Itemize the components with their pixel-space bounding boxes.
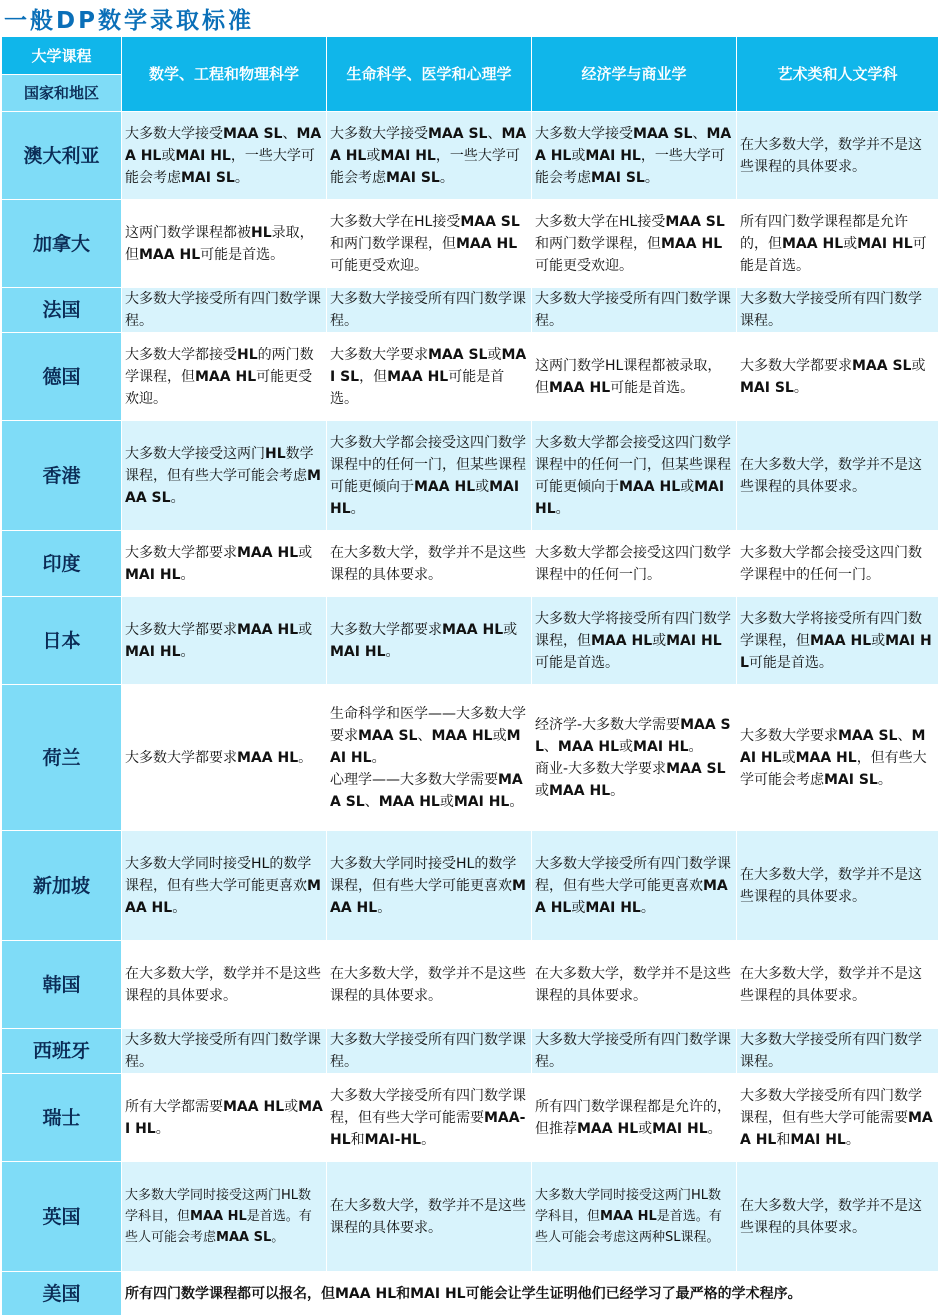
country-label: 美国 bbox=[2, 1272, 122, 1316]
table-cell: 在大多数大学，数学并不是这些课程的具体要求。 bbox=[737, 1162, 939, 1272]
country-label: 法国 bbox=[2, 288, 122, 333]
table-cell: 大多数大学接受所有四门数学课程。 bbox=[122, 1029, 327, 1074]
table-cell: 生命科学和医学——大多数大学要求MAA SL、MAA HL或MAI HL。 心理学——大多数大学需要MAA SL、MAA HL或MAI HL。 bbox=[327, 685, 532, 831]
table-cell: 大多数大学都会接受这四门数学课程中的任何一门。 bbox=[737, 531, 939, 597]
table-cell: 大多数大学都要求MAA SL或MAI SL。 bbox=[737, 333, 939, 421]
table-cell: 大多数大学要求MAA SL或MAI SL，但MAA HL可能是首选。 bbox=[327, 333, 532, 421]
table-cell: 大多数大学接受所有四门数学课程。 bbox=[327, 1029, 532, 1074]
table-cell: 在大多数大学，数学并不是这些课程的具体要求。 bbox=[737, 421, 939, 531]
table-cell: 大多数大学接受所有四门数学课程。 bbox=[532, 288, 737, 333]
table-cell: 大多数大学将接受所有四门数学课程，但MAA HL或MAI HL可能是首选。 bbox=[737, 597, 939, 685]
table-cell: 大多数大学接受MAA SL、MAA HL或MAI HL，一些大学可能会考虑MAI SL。 bbox=[532, 112, 737, 200]
table-row bbox=[2, 288, 939, 333]
table-cell: 大多数大学都要求MAA HL或MAI HL。 bbox=[122, 597, 327, 685]
table-cell: 大多数大学在HL接受MAA SL和两门数学课程，但MAA HL可能更受欢迎。 bbox=[327, 200, 532, 288]
table-cell: 大多数大学接受所有四门数学课程。 bbox=[737, 1029, 939, 1074]
table-cell: 大多数大学都会接受这四门数学课程中的任何一门，但某些课程可能更倾向于MAA HL或MAI HL。 bbox=[532, 421, 737, 531]
table-cell: 大多数大学接受MAA SL、MAA HL或MAI HL，一些大学可能会考虑MAI SL。 bbox=[327, 112, 532, 200]
column-header-arts: 艺术类和人文学科 bbox=[737, 37, 939, 112]
table-row bbox=[2, 1272, 939, 1316]
table-cell: 在大多数大学，数学并不是这些课程的具体要求。 bbox=[122, 941, 327, 1029]
table-cell: 大多数大学接受所有四门数学课程，但有些大学可能更喜欢MAA HL或MAI HL。 bbox=[532, 831, 737, 941]
table-cell: 大多数大学接受所有四门数学课程，但有些大学可能需要MAA HL和MAI HL。 bbox=[737, 1074, 939, 1162]
table-cell: 大多数大学同时接受这两门HL数学科目，但MAA HL是首选。有些人可能会考虑MAA SL。 bbox=[122, 1162, 327, 1272]
table-cell: 大多数大学同时接受HL的数学课程，但有些大学可能更喜欢MAA HL。 bbox=[122, 831, 327, 941]
table-cell: 在大多数大学，数学并不是这些课程的具体要求。 bbox=[327, 1162, 532, 1272]
country-label: 英国 bbox=[2, 1162, 122, 1272]
corner-header-region: 国家和地区 bbox=[2, 75, 122, 112]
table-cell: 大多数大学同时接受这两门HL数学科目，但MAA HL是首选。有些人可能会考虑这两种SL课程。 bbox=[532, 1162, 737, 1272]
corner-header-course: 大学课程 bbox=[2, 37, 122, 75]
country-label: 西班牙 bbox=[2, 1029, 122, 1074]
table-cell: 在大多数大学，数学并不是这些课程的具体要求。 bbox=[327, 531, 532, 597]
table-cell: 所有四门数学课程都是允许的，但MAA HL或MAI HL可能是首选。 bbox=[737, 200, 939, 288]
column-header-life-science: 生命科学、医学和心理学 bbox=[327, 37, 532, 112]
title-bar bbox=[0, 0, 941, 36]
table-cell: 这两门数学HL课程都被录取，但MAA HL可能是首选。 bbox=[532, 333, 737, 421]
table-cell: 大多数大学接受所有四门数学课程。 bbox=[122, 288, 327, 333]
table-cell: 大多数大学都会接受这四门数学课程中的任何一门，但某些课程可能更倾向于MAA HL或MAI HL。 bbox=[327, 421, 532, 531]
table-cell: 所有四门数学课程都可以报名，但MAA HL和MAI HL可能会让学生证明他们已经学习了最严格的学术程序。 bbox=[122, 1272, 939, 1316]
table-body bbox=[2, 112, 939, 1316]
table-row bbox=[2, 421, 939, 531]
table-cell: 在大多数大学，数学并不是这些课程的具体要求。 bbox=[327, 941, 532, 1029]
country-label: 澳大利亚 bbox=[2, 112, 122, 200]
table-row bbox=[2, 941, 939, 1029]
column-header-economics: 经济学与商业学 bbox=[532, 37, 737, 112]
table-cell: 大多数大学都要求MAA HL或MAI HL。 bbox=[327, 597, 532, 685]
table-cell: 经济学-大多数大学需要MAA SL、MAA HL或MAI HL。 商业-大多数大学要求MAA SL或MAA HL。 bbox=[532, 685, 737, 831]
table-cell: 大多数大学接受这两门HL数学课程，但有些大学可能会考虑MAA SL。 bbox=[122, 421, 327, 531]
table-cell: 大多数大学在HL接受MAA SL和两门数学课程，但MAA HL可能更受欢迎。 bbox=[532, 200, 737, 288]
table-cell: 在大多数大学，数学并不是这些课程的具体要求。 bbox=[737, 941, 939, 1029]
table-row bbox=[2, 831, 939, 941]
table-row bbox=[2, 200, 939, 288]
admissions-table bbox=[1, 36, 939, 1316]
table-cell: 大多数大学接受所有四门数学课程。 bbox=[737, 288, 939, 333]
table-cell: 在大多数大学，数学并不是这些课程的具体要求。 bbox=[737, 831, 939, 941]
table-cell: 大多数大学都接受HL的两门数学课程，但MAA HL可能更受欢迎。 bbox=[122, 333, 327, 421]
table-row bbox=[2, 1029, 939, 1074]
table-cell: 在大多数大学，数学并不是这些课程的具体要求。 bbox=[532, 941, 737, 1029]
column-header-science: 数学、工程和物理科学 bbox=[122, 37, 327, 112]
country-label: 新加坡 bbox=[2, 831, 122, 941]
table-cell: 大多数大学都要求MAA HL。 bbox=[122, 685, 327, 831]
table-row bbox=[2, 597, 939, 685]
table-row bbox=[2, 333, 939, 421]
country-label: 香港 bbox=[2, 421, 122, 531]
table-row bbox=[2, 112, 939, 200]
table-cell: 在大多数大学，数学并不是这些课程的具体要求。 bbox=[737, 112, 939, 200]
table-cell: 大多数大学同时接受HL的数学课程，但有些大学可能更喜欢MAA HL。 bbox=[327, 831, 532, 941]
country-label: 德国 bbox=[2, 333, 122, 421]
table-cell: 所有大学都需要MAA HL或MAI HL。 bbox=[122, 1074, 327, 1162]
table-cell: 大多数大学要求MAA SL、MAI HL或MAA HL，但有些大学可能会考虑MAI SL。 bbox=[737, 685, 939, 831]
table-cell: 这两门数学课程都被HL录取，但MAA HL可能是首选。 bbox=[122, 200, 327, 288]
table-row bbox=[2, 1074, 939, 1162]
table-row bbox=[2, 1162, 939, 1272]
table-cell: 大多数大学接受MAA SL、MAA HL或MAI HL，一些大学可能会考虑MAI SL。 bbox=[122, 112, 327, 200]
table-cell: 大多数大学都会接受这四门数学课程中的任何一门。 bbox=[532, 531, 737, 597]
country-label: 韩国 bbox=[2, 941, 122, 1029]
country-label: 印度 bbox=[2, 531, 122, 597]
table-cell: 所有四门数学课程都是允许的，但推荐MAA HL或MAI HL。 bbox=[532, 1074, 737, 1162]
table-cell: 大多数大学接受所有四门数学课程，但有些大学可能需要MAA-HL和MAI-HL。 bbox=[327, 1074, 532, 1162]
table-cell: 大多数大学都要求MAA HL或MAI HL。 bbox=[122, 531, 327, 597]
table-cell: 大多数大学接受所有四门数学课程。 bbox=[327, 288, 532, 333]
table-cell: 大多数大学将接受所有四门数学课程，但MAA HL或MAI HL可能是首选。 bbox=[532, 597, 737, 685]
country-label: 荷兰 bbox=[2, 685, 122, 831]
page-title: 一般DP数学录取标准 bbox=[4, 7, 254, 34]
country-label: 瑞士 bbox=[2, 1074, 122, 1162]
country-label: 日本 bbox=[2, 597, 122, 685]
table-cell: 大多数大学接受所有四门数学课程。 bbox=[532, 1029, 737, 1074]
table-row bbox=[2, 531, 939, 597]
table-row bbox=[2, 685, 939, 831]
country-label: 加拿大 bbox=[2, 200, 122, 288]
